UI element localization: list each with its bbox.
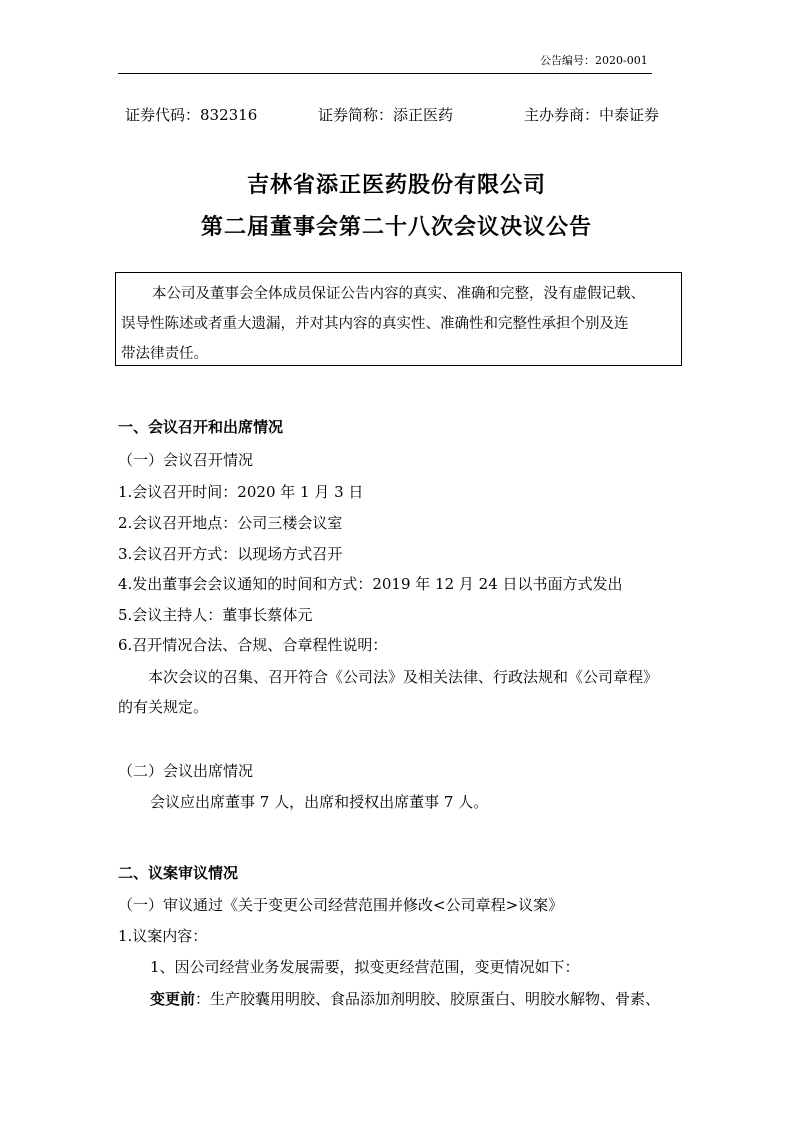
attendance-text: 会议应出席董事 7 人，出席和授权出席董事 7 人。: [150, 793, 489, 811]
section2-sub1: （一）审议通过《关于变更公司经营范围并修改<公司章程>议案》: [118, 896, 564, 914]
disclaimer-line: 本公司及董事会全体成员保证公告内容的真实、准确和完整，没有虚假记载、: [152, 286, 645, 302]
content-label: 1.议案内容：: [118, 927, 208, 945]
meeting-item: 5.会议主持人：董事长蔡体元: [118, 606, 313, 624]
scope-change-intro: 1、因公司经营业务发展需要，拟变更经营范围，变更情况如下：: [150, 958, 580, 976]
meeting-item: 1.会议召开时间：2020 年 1 月 3 日: [118, 483, 364, 501]
meeting-item: 4.发出董事会会议通知的时间和方式：2019 年 12 月 24 日以书面方式发出: [118, 575, 623, 593]
announcement-title: 第二届董事会第二十八次会议决议公告: [200, 214, 592, 240]
section1-sub2: （二）会议出席情况: [118, 762, 254, 780]
meeting-item: 2.会议召开地点：公司三楼会议室: [118, 514, 343, 532]
security-code: 证券代码：832316: [125, 106, 258, 124]
before-change-text: ：生产胶囊用明胶、食品添加剂明胶、胶原蛋白、明胶水解物、骨素、: [195, 990, 661, 1008]
header-divider: [118, 73, 652, 74]
disclaimer-line: 误导性陈述或者重大遗漏，并对其内容的真实性、准确性和完整性承担个别及连: [121, 316, 629, 332]
security-abbreviation: 证券简称：添正医药: [318, 106, 454, 124]
legality-line: 的有关规定。: [118, 698, 209, 716]
section1-heading: 一、会议召开和出席情况: [118, 418, 284, 436]
meeting-item: 6.召开情况合法、合规、合章程性说明：: [118, 636, 388, 654]
disclaimer-line: 带法律责任。: [121, 346, 208, 362]
before-change-line: [150, 988, 660, 1009]
sponsor-broker: 主办券商：中泰证券: [524, 106, 660, 124]
legality-line: 本次会议的召集、召开符合《公司法》及相关法律、行政法规和《公司章程》: [148, 668, 659, 686]
company-title: 吉林省添正医药股份有限公司: [246, 172, 546, 198]
section1-sub1: （一）会议召开情况: [118, 451, 254, 469]
before-change-label: 变更前: [150, 990, 196, 1008]
section2-heading: 二、议案审议情况: [118, 864, 239, 882]
meeting-item: 3.会议召开方式：以现场方式召开: [118, 545, 343, 563]
announcement-number: 公告编号：2020-001: [540, 54, 648, 67]
